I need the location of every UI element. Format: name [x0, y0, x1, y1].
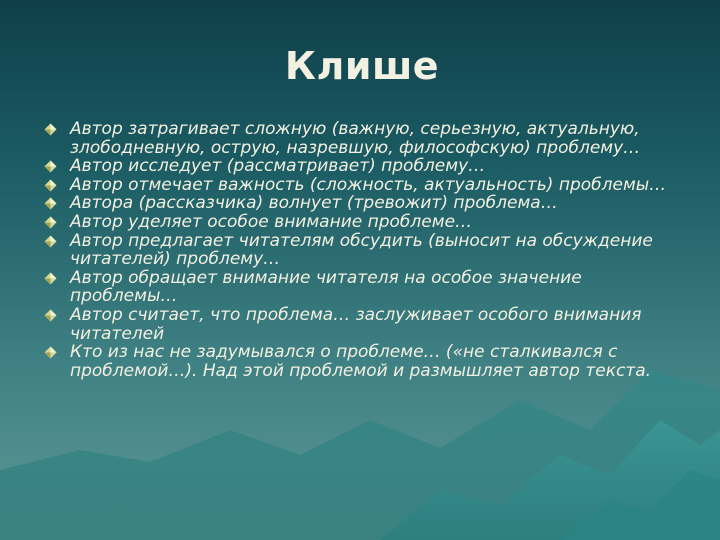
slide-title: Клише: [284, 44, 440, 88]
bullet-item: [44, 269, 684, 306]
diamond-bullet-icon: [44, 160, 57, 173]
diamond-bullet-icon: [44, 197, 57, 210]
diamond-bullet-icon: [44, 272, 57, 285]
bullet-item: [44, 232, 684, 269]
diamond-bullet-icon: [44, 123, 57, 136]
bullet-text: Автор предлагает читателям обсудить (выносит на обсуждение читателей) проблему…: [70, 230, 653, 270]
diamond-bullet-icon: [44, 309, 57, 322]
bullet-text: Автор уделяет особое внимание проблеме…: [70, 211, 473, 232]
bullet-item: [44, 213, 684, 232]
bullet-item: [44, 343, 684, 380]
bullet-item: [44, 194, 684, 213]
bullet-text: Кто из нас не задумывался о проблеме… («не сталкивался с проблемой…). Над этой проблемой и размышляет автор текста.: [70, 342, 652, 381]
bullet-text: Автор исследует (рассматривает) проблему…: [70, 156, 486, 177]
bullet-item: [44, 176, 684, 195]
bullet-text: Автор обращает внимание читателя на особое значение проблемы…: [70, 267, 582, 307]
bullet-text: Автора (рассказчика) волнует (тревожит) проблема…: [70, 193, 558, 214]
diamond-bullet-icon: [44, 179, 57, 192]
bullet-item: [44, 157, 684, 176]
diamond-bullet-icon: [44, 235, 57, 248]
diamond-bullet-icon: [44, 216, 57, 229]
bullet-list: [44, 120, 684, 380]
bullet-text: Автор отмечает важность (сложность, актуальность) проблемы…: [70, 174, 667, 195]
bullet-text: Автор считает, что проблема… заслуживает особого внимания читателей: [70, 304, 642, 344]
bullet-text: Автор затрагивает сложную (важную, серьезную, актуальную, злободневную, острую, назревшую, философскую) проблему…: [70, 119, 641, 158]
bullet-item: [44, 306, 684, 343]
diamond-bullet-icon: [44, 346, 57, 359]
bullet-item: [44, 120, 684, 157]
